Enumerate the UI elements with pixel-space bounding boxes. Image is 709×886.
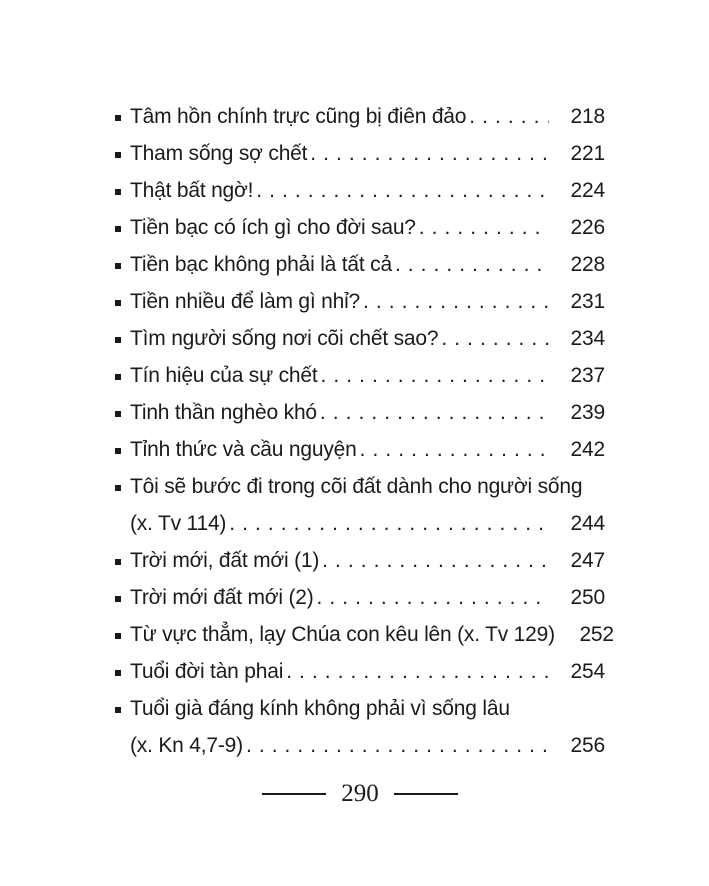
toc-entry-title: Tiền bạc có ích gì cho đời sau? <box>130 216 416 239</box>
toc-entry-page: 218 <box>570 105 605 128</box>
toc-entry <box>115 172 605 209</box>
toc-entry-title: Tín hiệu của sự chết <box>130 364 318 387</box>
toc-entry-continuation-line <box>115 505 605 542</box>
toc-entry <box>115 468 605 542</box>
bullet-icon <box>115 485 121 491</box>
toc-entry <box>115 653 605 690</box>
toc-entry <box>115 98 605 135</box>
dot-leader <box>469 98 549 135</box>
toc-entry-page: 252 <box>579 623 614 646</box>
dot-leader <box>246 727 549 764</box>
footer-rule-right <box>394 793 458 795</box>
dot-leader <box>286 653 549 690</box>
toc-entry-title: Tiền nhiều để làm gì nhỉ? <box>130 290 361 313</box>
toc-entry-page: 224 <box>570 179 605 202</box>
toc-entry-title: Tôi sẽ bước đi trong cõi đất dành cho người sống <box>130 475 583 498</box>
toc-entry <box>115 542 605 579</box>
toc-entry-page: 254 <box>570 660 605 683</box>
bullet-icon <box>115 300 121 306</box>
toc-entry-page: 244 <box>570 512 605 535</box>
toc-entry-page: 228 <box>570 253 605 276</box>
toc-entry-page: 226 <box>570 216 605 239</box>
toc-entry-continuation: (x. Kn 4,7-9) <box>130 734 243 757</box>
toc-entry-page: 247 <box>570 549 605 572</box>
dot-leader <box>229 505 549 542</box>
bullet-icon <box>115 559 121 565</box>
toc-entry <box>115 394 605 431</box>
dot-leader <box>363 283 549 320</box>
bullet-icon <box>115 448 121 454</box>
bullet-icon <box>115 374 121 380</box>
bullet-icon <box>115 152 121 158</box>
toc-entry-first-line <box>115 690 605 727</box>
bullet-icon <box>115 337 121 343</box>
toc-entry-title: Tiền bạc không phải là tất cả <box>130 253 392 276</box>
toc-entry-page: 239 <box>570 401 605 424</box>
toc-entry-page: 221 <box>570 142 605 165</box>
toc-entry-title: Thật bất ngờ! <box>130 179 254 202</box>
dot-leader <box>320 394 549 431</box>
toc-entry-title: Tỉnh thức và cầu nguyện <box>130 438 357 461</box>
dot-leader <box>441 320 549 357</box>
bullet-icon <box>115 633 121 639</box>
toc-entry-continuation: (x. Tv 114) <box>130 512 227 535</box>
toc-entry-page: 234 <box>570 327 605 350</box>
dot-leader <box>310 135 549 172</box>
toc-entry-page: 250 <box>570 586 605 609</box>
toc-entry-page: 242 <box>570 438 605 461</box>
dot-leader <box>360 431 549 468</box>
dot-leader <box>317 579 549 616</box>
toc-entry-title: Từ vực thẳm, lạy Chúa con kêu lên (x. Tv 129) <box>130 623 555 646</box>
toc-entry-title: Tuổi già đáng kính không phải vì sống lâu <box>130 697 510 720</box>
toc-entry <box>115 320 605 357</box>
footer-page-number: 290 <box>341 780 379 807</box>
toc-entry-title: Trời mới đất mới (2) <box>130 586 314 609</box>
toc-entry-title: Tuổi đời tàn phai <box>130 660 284 683</box>
toc-entry <box>115 616 614 653</box>
toc-entry <box>115 135 605 172</box>
dot-leader <box>256 172 549 209</box>
bullet-icon <box>115 115 121 121</box>
bullet-icon <box>115 707 121 713</box>
toc-entry-page: 256 <box>570 734 605 757</box>
dot-leader <box>322 542 549 579</box>
page-footer <box>115 780 605 808</box>
bullet-icon <box>115 189 121 195</box>
toc-entry-title: Trời mới, đất mới (1) <box>130 549 320 572</box>
toc-entry-page: 231 <box>570 290 605 313</box>
bullet-icon <box>115 670 121 676</box>
toc-entry-first-line <box>115 468 605 505</box>
toc-entry <box>115 431 605 468</box>
toc-entry <box>115 579 605 616</box>
toc-entry <box>115 357 605 394</box>
toc-entry-title: Tìm người sống nơi cõi chết sao? <box>130 327 439 350</box>
dot-leader <box>419 209 549 246</box>
toc-entry-title: Tâm hồn chính trực cũng bị điên đảo <box>130 105 467 128</box>
footer-rule-left <box>262 793 326 795</box>
bullet-icon <box>115 263 121 269</box>
toc-entry-title: Tinh thần nghèo khó <box>130 401 317 424</box>
toc-entry <box>115 283 605 320</box>
dot-leader <box>395 246 549 283</box>
toc-entry <box>115 246 605 283</box>
bullet-icon <box>115 226 121 232</box>
bullet-icon <box>115 596 121 602</box>
toc-entry <box>115 209 605 246</box>
toc-entry <box>115 690 605 764</box>
toc-entry-continuation-line <box>115 727 605 764</box>
dot-leader <box>321 357 550 394</box>
bullet-icon <box>115 411 121 417</box>
toc-list <box>115 98 614 764</box>
toc-entry-title: Tham sống sợ chết <box>130 142 308 165</box>
toc-entry-page: 237 <box>570 364 605 387</box>
